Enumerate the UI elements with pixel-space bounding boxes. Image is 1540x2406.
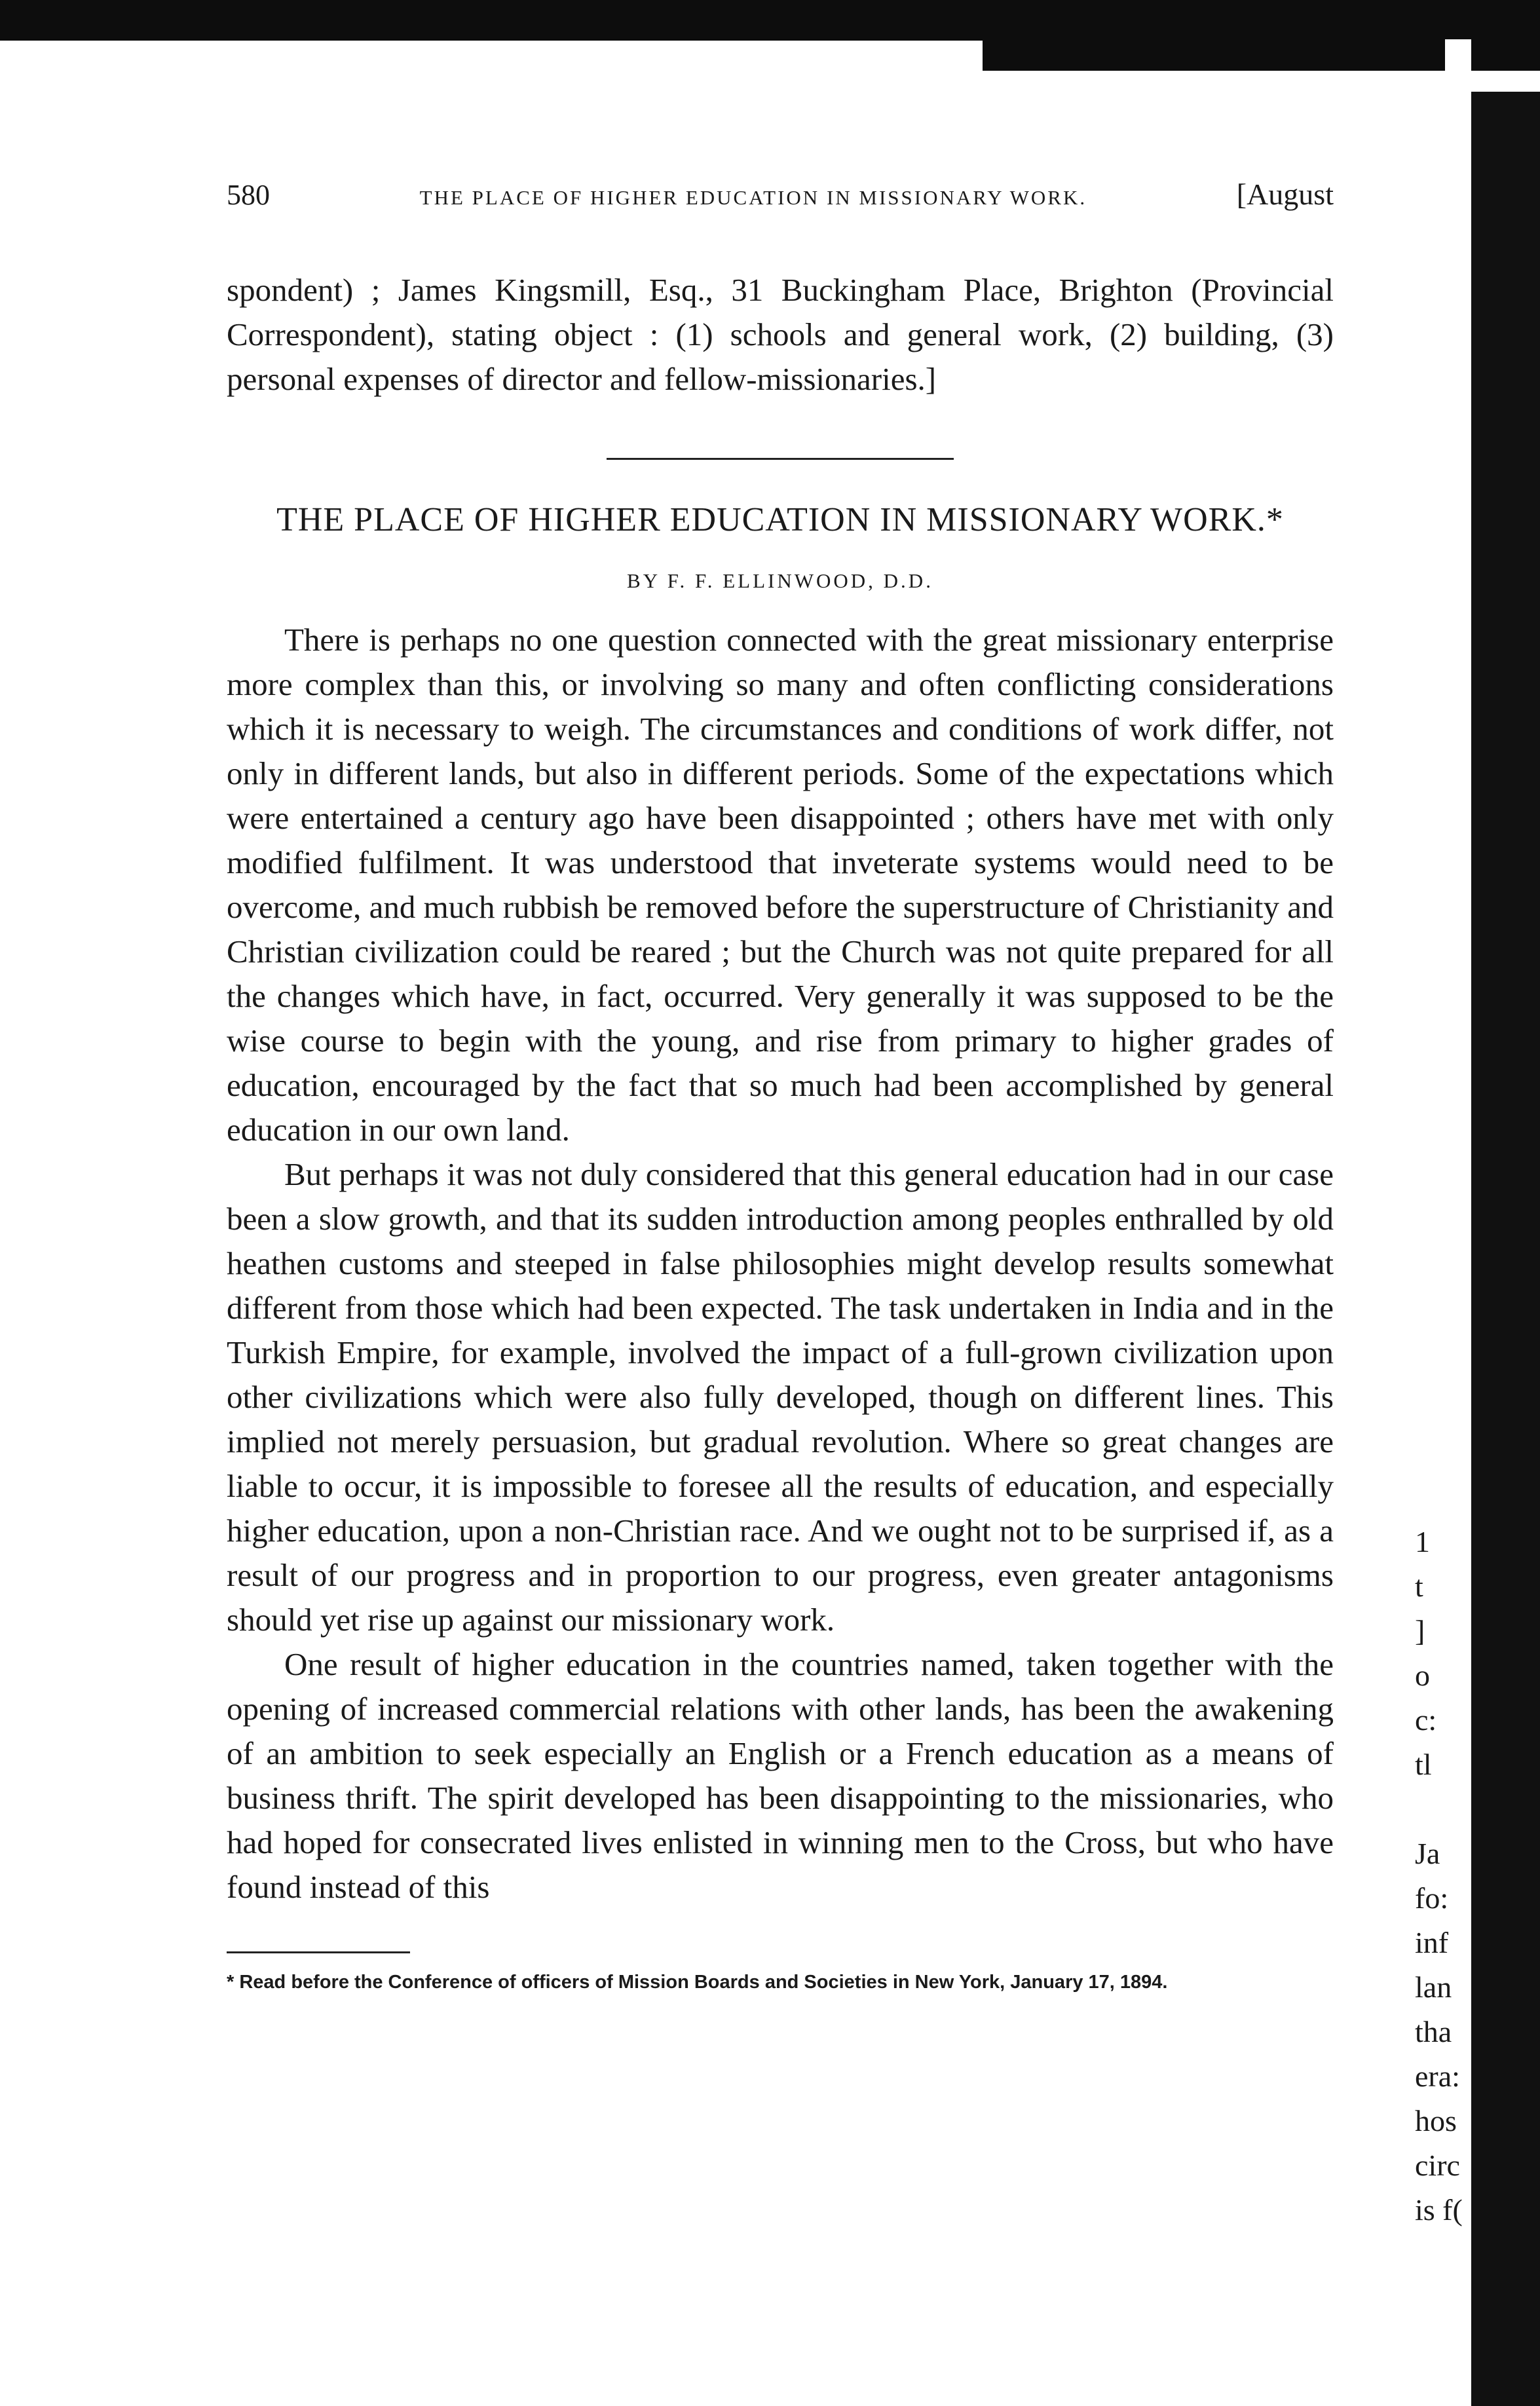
margin-fragment: inf: [1415, 1926, 1449, 1959]
footnote: * Read before the Conference of officers of Mission Boards and Societies in New York, January 17, 1894.: [227, 1972, 1168, 1993]
paragraph: There is perhaps no one question connected with the great missionary enterprise more complex than this, or involving so many and often conflicting considerations which it is necessary to weigh. The circumstances and conditions of work differ, not only in different lands, but also in different periods. Some of the expectations which were entertained a century ago have been disappointed ; others have met with only modified fulfilment. It was understood that inveterate systems would need to be overcome, and much rubbish be removed before the superstructure of Christianity and Christian civilization could be reared ; but the Church was not quite prepared for all the changes which have, in fact, occurred. Very generally it was supposed to be the wise course to begin with the young, and rise from primary to higher grades of education, encouraged by the fact that so much had been accomplished by general education in our own land.: [227, 622, 1334, 1148]
margin-fragment: fo:: [1415, 1881, 1449, 1915]
margin-fragment: tl: [1415, 1748, 1432, 1781]
page-content: [227, 177, 1334, 1995]
margin-fragment: [1415, 1787, 1454, 1832]
margin-fragment: lan: [1415, 1970, 1452, 2004]
margin-fragment: era:: [1415, 2059, 1460, 2093]
margin-fragment: tha: [1415, 2015, 1452, 2048]
margin-fragment: o: [1415, 1659, 1430, 1692]
margin-fragment: circ: [1415, 2149, 1460, 2182]
running-date: [August: [1236, 178, 1334, 211]
margin-fragment: ]: [1415, 1614, 1425, 1647]
margin-fragment: c:: [1415, 1703, 1437, 1737]
margin-fragment: 1: [1415, 1525, 1430, 1558]
page-number: 580: [227, 179, 270, 211]
margin-fragment: t: [1415, 1570, 1423, 1603]
footnote-divider: [227, 1951, 410, 1953]
margin-fragment: Ja: [1415, 1837, 1440, 1870]
margin-fragment: hos: [1415, 2104, 1457, 2137]
byline: BY F. F. ELLINWOOD, D.D.: [627, 569, 933, 592]
section-divider: [607, 458, 954, 460]
margin-fragment: is f(: [1415, 2193, 1463, 2227]
scan-right-edge: [1467, 92, 1540, 2406]
paragraph: But perhaps it was not duly considered that this general education had in our case been a slow growth, and that its sudden introduction among peoples enthralled by old heathen customs and steeped in false philosophies might develop results somewhat different from those which had been expected. The task undertaken in India and in the Turkish Empire, for example, involved the impact of a full-grown civilization upon other civilizations which were also fully developed, though on different lines. This implied not merely persuasion, but gradual revolution. Where so great changes are liable to occur, it is impossible to foresee all the results of education, and especially higher education, upon a non-Christian race. And we ought not to be surprised if, as a result of our progress and in proportion to our progress, even greater antagonisms should yet rise up against our missionary work.: [227, 1156, 1334, 1638]
running-title: THE PLACE OF HIGHER EDUCATION IN MISSIONARY WORK.: [419, 186, 1087, 209]
running-head: [227, 177, 1334, 212]
adjacent-page-fragments: [1415, 1520, 1463, 2232]
article-title: THE PLACE OF HIGHER EDUCATION IN MISSIONARY WORK.*: [276, 501, 1284, 538]
paragraph: One result of higher education in the countries named, taken together with the opening of increased commercial relations with other lands, has been the awakening of an ambition to seek especially an English or a French education as a means of business thrift. The spirit developed has been disappointing to the missionaries, who had hoped for consecrated lives enlisted in winning men to the Cross, but who have found instead of this: [227, 1646, 1334, 1905]
continued-paragraph: spondent) ; James Kingsmill, Esq., 31 Buckingham Place, Brighton (Provincial Correspondent), stating object : (1) schools and general work, (2) building, (3) personal expenses of director and fellow-missionaries.]: [227, 272, 1334, 397]
